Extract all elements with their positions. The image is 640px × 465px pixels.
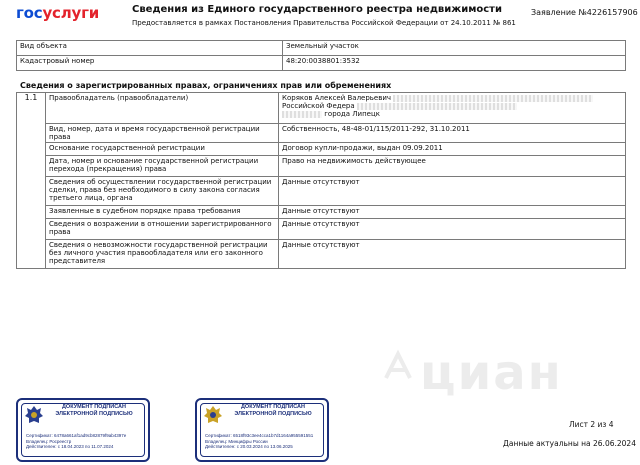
redacted-block bbox=[282, 111, 322, 118]
owner-value bbox=[279, 93, 626, 124]
application-number: Заявление №4226157906 bbox=[531, 8, 638, 17]
table-row bbox=[17, 240, 626, 269]
objection-value: Данные отсутствуют bbox=[279, 219, 626, 240]
owner-name: Коряков Алексей Валерьевич bbox=[282, 94, 392, 102]
claims-value: Данные отсутствуют bbox=[279, 206, 626, 219]
data-date: Данные актуальны на 26.06.2024 bbox=[503, 439, 636, 448]
basis-label: Основание государственной регистрации bbox=[46, 143, 279, 156]
document-subtitle: Предоставляется в рамках Постановления Правительства Российской Федерации от 24.10.2011 № 861 bbox=[132, 19, 516, 27]
signature-stamp-2 bbox=[195, 398, 329, 462]
table-row bbox=[17, 124, 626, 143]
table-row bbox=[17, 56, 626, 71]
coat-of-arms-icon bbox=[203, 404, 223, 426]
rights-table bbox=[16, 92, 626, 269]
table-row bbox=[17, 41, 626, 56]
logo-part-2: услуги bbox=[42, 4, 100, 22]
watermark-icon bbox=[378, 348, 418, 388]
objection-label: Сведения о возражении в отношении зарегистрированного права bbox=[46, 219, 279, 240]
section-title: Сведения о зарегистрированных правах, ограничениях прав или обременениях bbox=[20, 81, 392, 90]
stamp-validity: Действителен: с 20.03.2024 по 13.06.2025 bbox=[205, 444, 293, 449]
stamp-owner: Владелец: Росреестр bbox=[26, 438, 72, 444]
stamp-details bbox=[205, 433, 313, 450]
stamp-details bbox=[26, 433, 126, 450]
consent-value: Данные отсутствуют bbox=[279, 177, 626, 206]
table-row bbox=[17, 156, 626, 177]
object-type-label: Вид объекта bbox=[17, 41, 283, 56]
signature-stamp-1 bbox=[16, 398, 150, 462]
impossibility-value: Данные отсутствуют bbox=[279, 240, 626, 269]
stamp-certificate: Сертификат: 6478a661af1ad9cb82879f9ab4397e bbox=[26, 433, 127, 438]
page-number: Лист 2 из 4 bbox=[569, 420, 614, 429]
table-row bbox=[17, 177, 626, 206]
claims-label: Заявленные в судебном порядке права требования bbox=[46, 206, 279, 219]
basis-value: Договор купли-продажи, выдан 09.09.2011 bbox=[279, 143, 626, 156]
owner-line-2: Российской Федера bbox=[282, 102, 355, 110]
object-type-value: Земельный участок bbox=[283, 41, 626, 56]
coat-of-arms-icon bbox=[24, 404, 44, 426]
owner-line-3: города Липецк bbox=[324, 110, 380, 118]
table-row bbox=[17, 143, 626, 156]
transfer-label: Дата, номер и основание государственной регистрации перехода (прекращения) права bbox=[46, 156, 279, 177]
cadastral-number-value: 48:20:0038801:3532 bbox=[283, 56, 626, 71]
table-row bbox=[17, 206, 626, 219]
gosuslugi-logo bbox=[16, 4, 99, 22]
registration-label: Вид, номер, дата и время государственной регистрации права bbox=[46, 124, 279, 143]
stamp-validity: Действителен: с 18.04.2023 по 11.07.2024 bbox=[26, 444, 114, 449]
document-title: Сведения из Единого государственного реестра недвижимости bbox=[132, 4, 502, 15]
cadastral-number-label: Кадастровый номер bbox=[17, 56, 283, 71]
object-table bbox=[16, 40, 626, 71]
watermark-text: циан bbox=[420, 345, 563, 401]
table-row bbox=[17, 219, 626, 240]
stamp-certificate: Сертификат: 6518f93c3ee4cca1b7d1164a955591551 bbox=[205, 433, 314, 438]
table-row bbox=[17, 93, 626, 124]
redacted-block bbox=[393, 95, 593, 102]
stamp-heading: ДОКУМЕНТ ПОДПИСАН ЭЛЕКТРОННОЙ ПОДПИСЬЮ bbox=[55, 404, 133, 417]
logo-part-1: гос bbox=[16, 4, 43, 22]
stamp-owner: Владелец: Минцифры России bbox=[205, 438, 268, 444]
redacted-block bbox=[357, 103, 517, 110]
consent-label: Сведения об осуществлении государственной регистрации сделки, права без необходимого в силу закона согласия третьего лица, органа bbox=[46, 177, 279, 206]
impossibility-label: Сведения о невозможности государственной регистрации без личного участия правообладателя или его законного представителя bbox=[46, 240, 279, 269]
registration-value: Собственность, 48-48-01/115/2011-292, 31.10.2011 bbox=[279, 124, 626, 143]
entry-number: 1.1 bbox=[17, 93, 46, 269]
stamp-heading: ДОКУМЕНТ ПОДПИСАН ЭЛЕКТРОННОЙ ПОДПИСЬЮ bbox=[234, 404, 312, 417]
transfer-value: Право на недвижимость действующее bbox=[279, 156, 626, 177]
owner-label: Правообладатель (правообладатели) bbox=[46, 93, 279, 124]
